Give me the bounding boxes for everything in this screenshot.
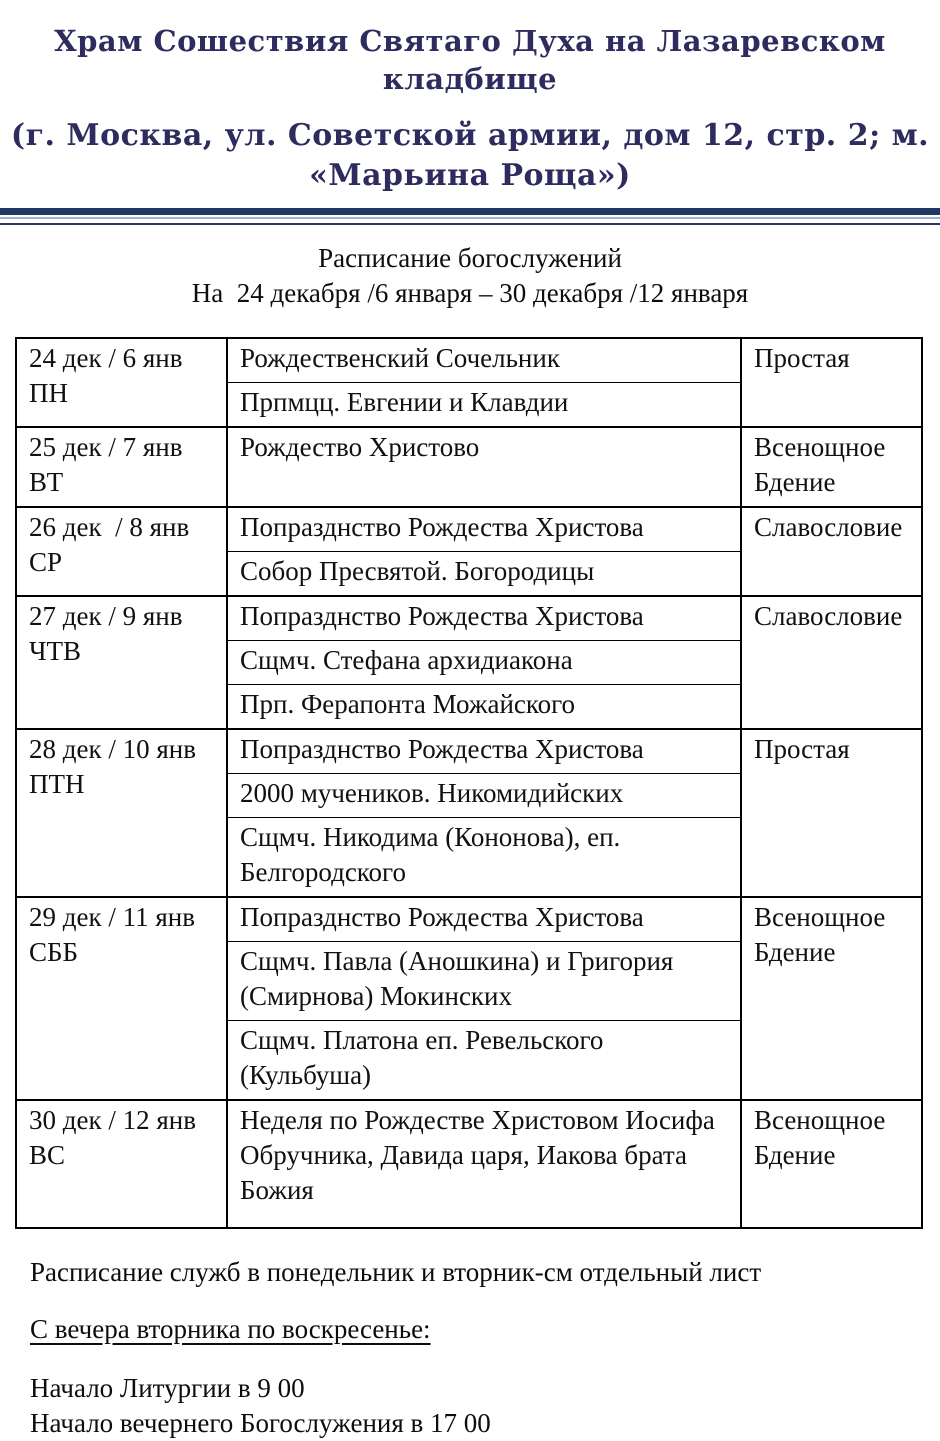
service-type-cell: Всенощное Бдение [754,902,886,967]
table-row [17,506,921,595]
service-item: Попразднство Рождества Христова [240,734,644,764]
day-label: СББ [29,937,79,967]
day-label: ВС [29,1140,66,1170]
services-cell [228,428,742,506]
schedule-title-line1: Расписание богослужений [318,243,622,273]
date-label: 24 дек / 6 янв [29,343,183,373]
date-label: 30 дек / 12 янв [29,1105,196,1135]
date-cell [17,428,228,506]
service-item: Прп. Ферапонта Можайского [228,684,740,728]
service-type-cell: Простая [754,343,850,373]
date-cell [17,1101,228,1227]
service-item: Прпмцц. Евгении и Клавдии [228,382,740,426]
liturgy-start-time: Начало Литургии в 9 00 [30,1373,305,1403]
service-item: Сщмч. Стефана архидиакона [228,640,740,684]
service-item: Сщмч. Никодима (Кононова), еп. Белгородского [228,817,740,896]
date-label: 28 дек / 10 янв [29,734,196,764]
service-type-cell: Всенощное Бдение [754,1105,886,1170]
church-name: Храм Сошествия Святаго Духа на Лазаревском кладбище [54,24,886,96]
church-address: (г. Москва, ул. Советской армии, дом 12, стр. 2; м. «Марьина Роща») [10,118,940,193]
separate-sheet-note: Расписание служб в понедельник и вторник-см отдельный лист [30,1257,762,1287]
divider-thick-bar [0,208,940,215]
schedule-title [0,241,940,311]
table-row [17,339,921,426]
service-item: Рождественский Сочельник [240,343,560,373]
day-label: СР [29,547,63,577]
day-label: ПТН [29,769,85,799]
church-header [0,0,940,196]
service-item: Попразднство Рождества Христова [240,902,644,932]
table-row [17,896,921,1099]
divider-thin-bar [0,223,940,225]
services-cell [228,898,742,1099]
table-row [17,595,921,728]
services-cell [228,1101,742,1227]
services-cell [228,339,742,426]
service-item: Сщмч. Павла (Аношкина) и Григория (Смирнова) Мокинских [228,941,740,1020]
service-item: Рождество Христово [240,432,480,462]
date-cell [17,597,228,728]
schedule-table [15,337,923,1229]
table-row [17,426,921,506]
date-cell [17,508,228,595]
service-type-cell: Славословие [754,512,903,542]
service-type-cell: Славословие [754,601,903,631]
service-item: Сщмч. Платона еп. Ревельского (Кульбуша) [228,1020,740,1099]
service-item: Неделя по Рождестве Христовом Иосифа Обручника, Давида царя, Иакова брата Божия [240,1105,715,1205]
day-label: ЧТВ [29,636,82,666]
service-type-cell: Всенощное Бдение [754,432,886,497]
date-cell [17,339,228,426]
service-item: Попразднство Рождества Христова [240,601,644,631]
services-cell [228,597,742,728]
date-label: 27 дек / 9 янв [29,601,183,631]
services-cell [228,508,742,595]
weekday-range-subheading: С вечера вторника по воскресенье: [30,1314,431,1344]
service-type-cell: Простая [754,734,850,764]
service-item: 2000 мучеников. Никомидийских [228,773,740,817]
schedule-title-line2: На 24 декабря /6 января – 30 декабря /12 января [191,278,749,308]
evening-service-start-time: Начало вечернего Богослужения в 17 00 [30,1408,491,1438]
table-row [17,1099,921,1227]
footer-notes [30,1255,910,1441]
service-item: Попразднство Рождества Христова [240,512,644,542]
services-cell [228,730,742,896]
day-label: ВТ [29,467,64,497]
table-row [17,728,921,896]
service-item: Собор Пресвятой. Богородицы [228,551,740,595]
header-divider [0,208,940,225]
date-label: 26 дек / 8 янв [29,512,190,542]
date-cell [17,730,228,896]
day-label: ПН [29,378,68,408]
date-label: 25 дек / 7 янв [29,432,183,462]
date-cell [17,898,228,1099]
date-label: 29 дек / 11 янв [29,902,195,932]
